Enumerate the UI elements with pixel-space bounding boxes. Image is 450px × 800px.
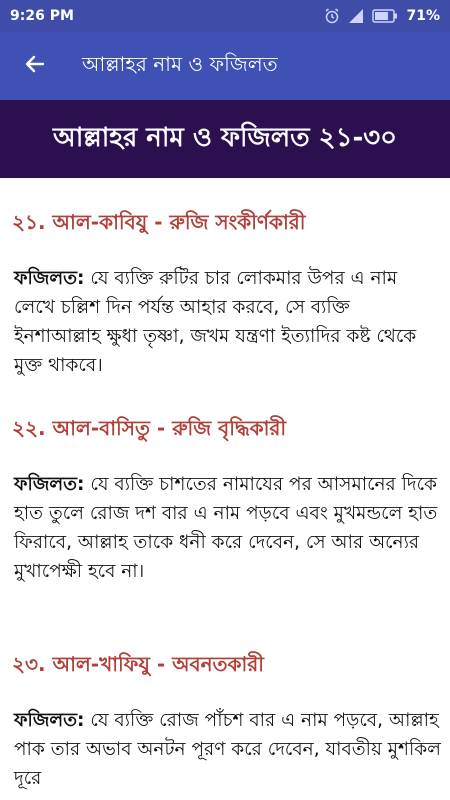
fazilat-label: ফজিলত:: [14, 710, 85, 731]
section-text: যে ব্যক্তি চাশতের নামাযের পর আসমানের দিকে হাত তুলে রোজ দশ বার এ নাম পড়বে এবং মুখমন্ডলে হাত ফিরাবে, আল্লাহ তাকে ধনী করে দেবেন, সে আর অন্যের মুখাপেক্ষী হবে না।: [14, 474, 438, 582]
battery-percent: 71%: [406, 8, 440, 24]
section-body: [12, 264, 442, 380]
fazilat-label: ফজিলত:: [14, 474, 85, 495]
section-body: [12, 470, 442, 586]
battery-icon: [372, 9, 398, 23]
arrow-back-icon: [23, 52, 47, 80]
status-icons: [324, 8, 440, 24]
back-button[interactable]: [0, 32, 70, 100]
fazilat-label: ফজিলত:: [14, 268, 85, 289]
app-bar: [0, 32, 450, 100]
banner-title: আল্লাহর নাম ও ফজিলত ২১-৩০: [52, 123, 398, 153]
section-title: ২৩. আল-খাফিযু - অবনতকারী: [12, 652, 265, 676]
section-title: ২১. আল-কাবিযু - রুজি সংকীর্ণকারী: [12, 210, 306, 234]
content-scroll[interactable]: [0, 178, 450, 800]
section-title: ২২. আল-বাসিতু - রুজি বৃদ্ধিকারী: [12, 416, 287, 440]
status-bar: [0, 0, 450, 32]
section-text: যে ব্যক্তি রোজ পাঁচশ বার এ নাম পড়বে, আল্লাহ পাক তার অভাব অনটন পূরণ করে দেবেন, যাবতীয় মুশকিল দূরে: [14, 710, 441, 789]
status-time: 9:26 PM: [10, 8, 74, 24]
alarm-icon: [324, 8, 340, 24]
signal-icon: [348, 8, 364, 24]
section-text: যে ব্যক্তি রুটির চার লোকমার উপর এ নাম লেখে চল্লিশ দিন পর্যন্ত আহার করবে, সে ব্যক্তি ইনশাআল্লাহ ক্ষুধা তৃষ্ণা, জখম যন্ত্রণা ইত্যাদির কষ্ট থেকে মুক্ত থাকবে।: [14, 268, 417, 376]
section-body: [12, 706, 442, 793]
app-title: আল্লাহর নাম ও ফজিলত: [82, 51, 278, 76]
page-banner: [0, 100, 450, 178]
